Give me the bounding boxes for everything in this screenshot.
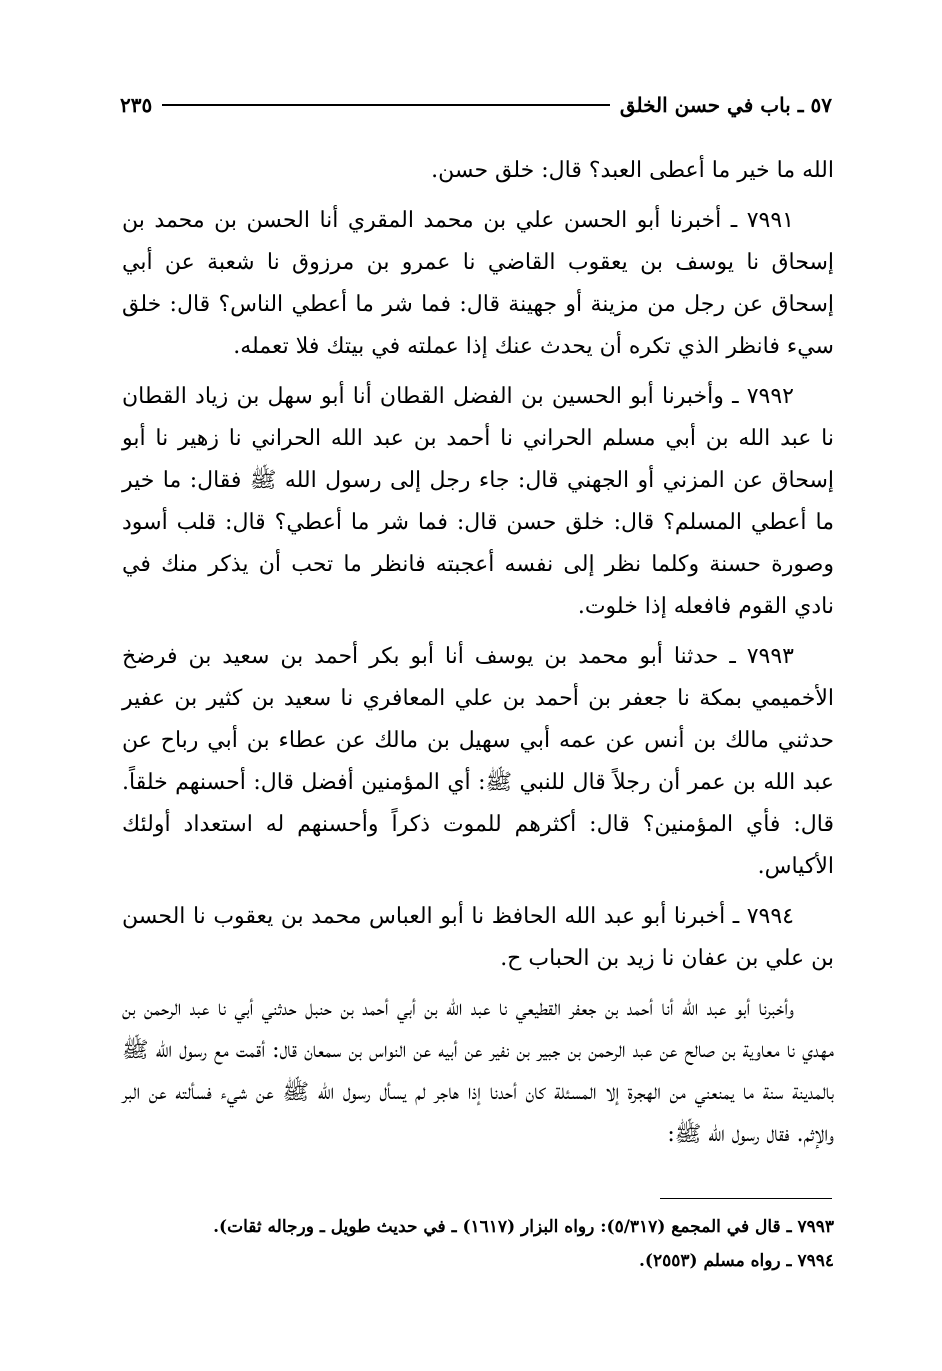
- footnote-separator: [660, 1198, 832, 1199]
- hadith-7993: ٧٩٩٣ ـ حدثنا أبو محمد بن يوسف أنا أبو بكر أحمد بن سعيد بن فرضخ الأخميمي بمكة نا جعفر بن أحمد بن علي المعافري نا سعيد بن كثير بن عفير حدثني مالك بن أنس عن عمه أبي سهيل بن مالك عن عطاء بن أبي رباح عن عبد الله بن عمر أن رجلاً قال للنبي ﷺ: أي المؤمنين أفضل قال: أحسنهم خلقاً. قال: فأي المؤمنين؟ قال: أكثرهم للموت ذكراً وأحسنهم له استعداد أولئك الأكياس.: [122, 644, 834, 879]
- running-header: [120, 90, 832, 120]
- chapter-title: ٥٧ ـ باب في حسن الخلق: [619, 93, 832, 117]
- footnote-7993: ٧٩٩٣ ـ قال في المجمع (٥/٣١٧): رواه البزار (١٦١٧) ـ في حديث طويل ـ ورجاله ثقات).: [213, 1217, 834, 1237]
- main-text: [122, 150, 834, 1164]
- hadith-7994: ٧٩٩٤ ـ أخبرنا أبو عبد الله الحافظ نا أبو العباس محمد بن يعقوب نا الحسن بن علي بن عفان نا زيد بن الحباب ح.: [122, 904, 834, 971]
- hadith-7991: ٧٩٩١ ـ أخبرنا أبو الحسن علي بن محمد المقري أنا الحسن بن محمد بن إسحاق نا يوسف بن يعقوب القاضي نا عمرو بن مرزوق نا شعبة عن أبي إسحاق عن رجل من مزينة أو جهينة قال: فما شر ما أعطي الناس؟ قال: خلق سيء فانظر الذي تكره أن يحدث عنك إذا عملته في بيتك فلا تعمله.: [122, 208, 834, 359]
- footnotes: [122, 1210, 834, 1278]
- footnote-7994: ٧٩٩٤ ـ رواه مسلم (٢٥٥٣).: [639, 1251, 834, 1271]
- hadith-7992: ٧٩٩٢ ـ وأخبرنا أبو الحسين بن الفضل القطان أنا أبو سهل بن زياد القطان نا عبد الله بن أبي مسلم الحراني نا أحمد بن عبد الله الحراني نا زهير نا أبو إسحاق عن المزني أو الجهني قال: جاء رجل إلى رسول الله ﷺ فقال: ما خير ما أعطي المسلم؟ قال: خلق حسن قال: فما شر ما أعطي؟ قال: قلب أسود وصورة حسنة وكلما نظر إلى نفسه أعجبته فانظر ما تحب أن يذكر منك في نادي القوم فافعله إذا خلوت.: [122, 384, 834, 619]
- page-number: ٢٣٥: [120, 93, 153, 117]
- paragraph-continuation: الله ما خير ما أعطى العبد؟ قال: خلق حسن.: [431, 158, 834, 183]
- hadith-7994-second-chain: وأخبرنا أبو عبد الله أنا أحمد بن جعفر القطيعي نا عبد الله بن أبي أحمد بن حنبل حدثني أبي نا عبد الرحمن بن مهدي نا معاوية بن صالح عن عبد الرحمن بن جبير بن نفير عن أبيه عن النواس بن سمعان قال: أقمت مع رسول الله ﷺ بالمدينة سنة ما يمنعني من الهجرة إلا المسئلة كان أحدنا إذا هاجر لم يسأل رسول الله ﷺ عن شيء فسألته عن البر والإثم. فقال رسول الله ﷺ:: [122, 996, 834, 1147]
- header-rule: [162, 104, 610, 106]
